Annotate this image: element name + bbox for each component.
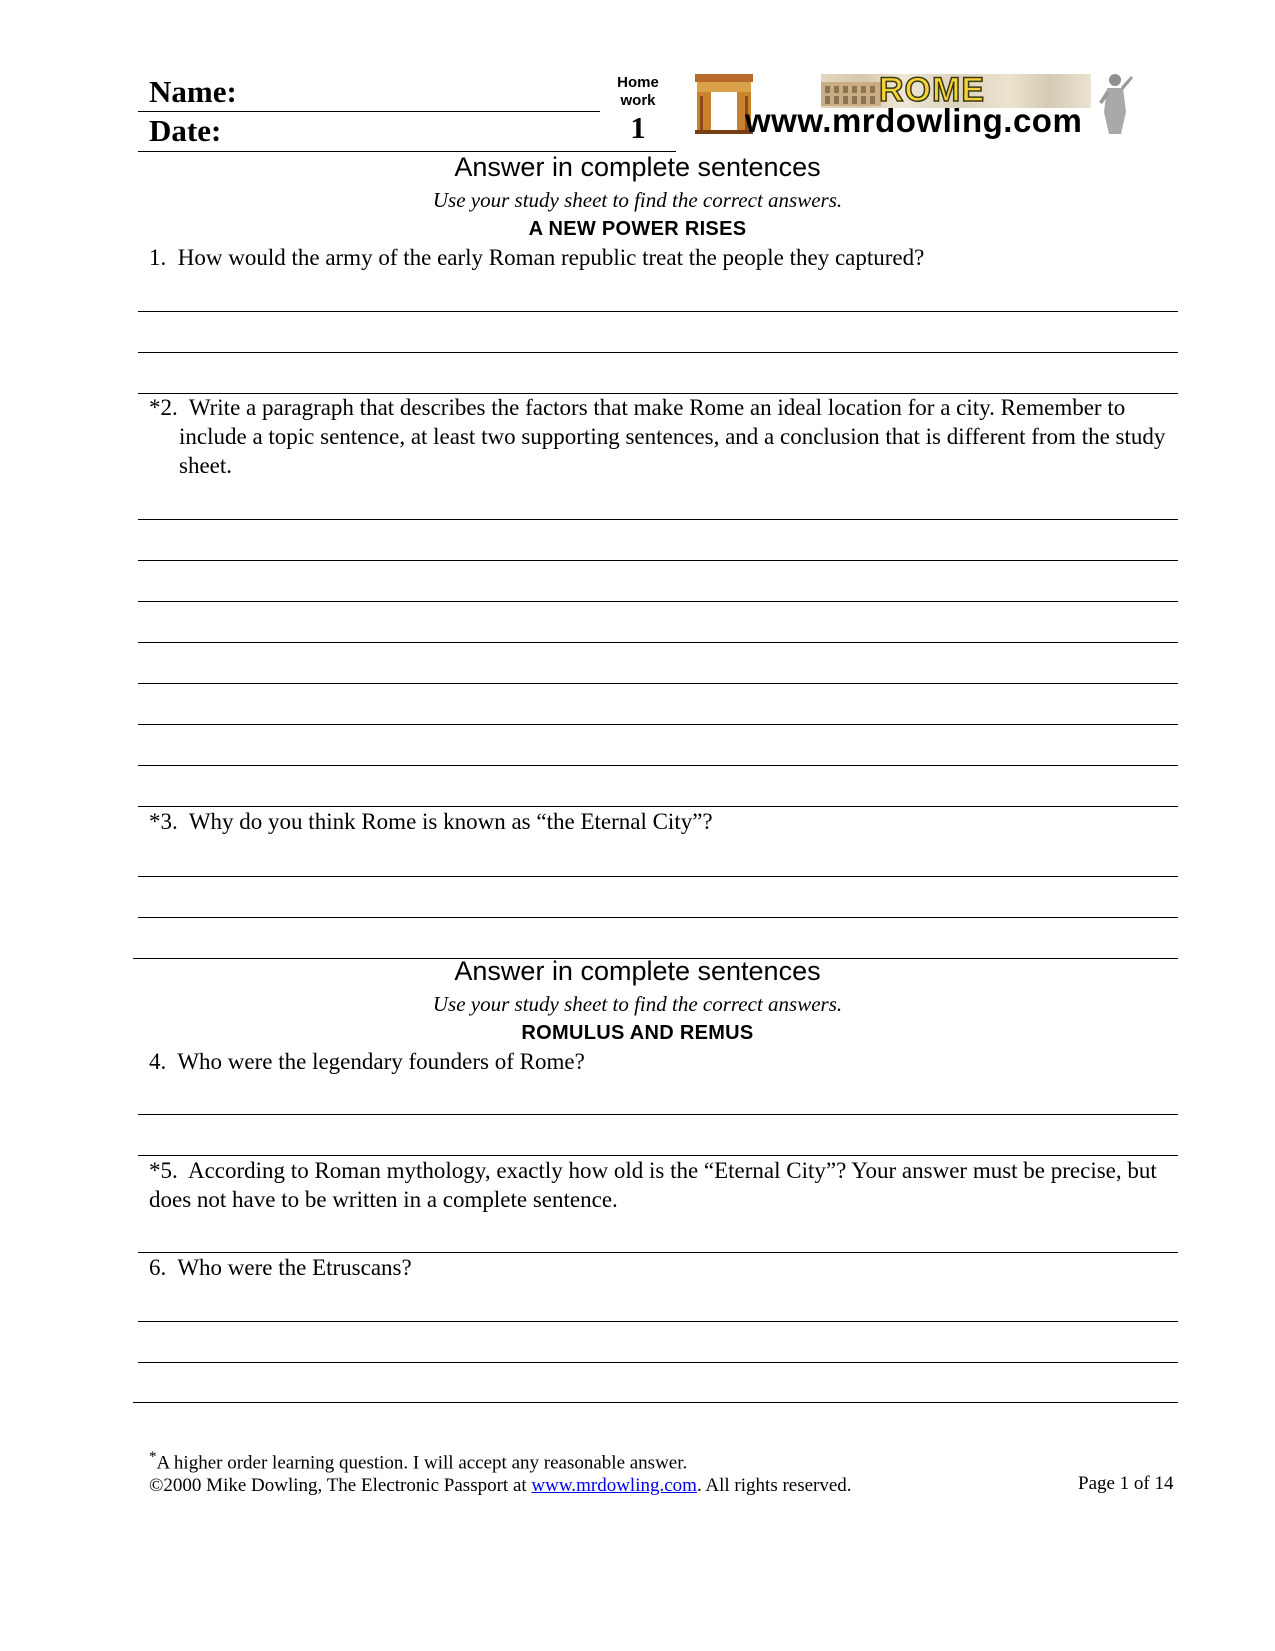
question-3-number: *3.: [149, 809, 178, 834]
answer-line[interactable]: [138, 724, 1178, 725]
answer-line[interactable]: [138, 601, 1178, 602]
question-5: [149, 1156, 1184, 1214]
footnote: [149, 1449, 687, 1474]
answer-line[interactable]: [138, 683, 1178, 684]
homework-badge: [603, 74, 673, 146]
footnote-text: A higher order learning question. I will accept any reasonable answer.: [156, 1452, 688, 1474]
question-5-number: *5.: [149, 1158, 178, 1183]
footnote-marker: *: [149, 1449, 157, 1465]
copyright-suffix: . All rights reserved.: [696, 1475, 852, 1496]
answer-line[interactable]: [138, 1114, 1178, 1115]
question-6: [149, 1253, 1184, 1282]
answer-line[interactable]: [138, 765, 1178, 766]
section1-title: A NEW POWER RISES: [528, 218, 747, 240]
question-4-text: Who were the legendary founders of Rome?: [177, 1049, 585, 1074]
copyright-link[interactable]: www.mrdowling.com: [531, 1475, 697, 1496]
question-1-text: How would the army of the early Roman republic treat the people they captured?: [177, 245, 925, 270]
question-4-number: 4.: [149, 1049, 167, 1074]
answer-line[interactable]: [138, 352, 1178, 353]
name-line[interactable]: [138, 111, 600, 112]
question-2-text: Write a paragraph that describes the factors that make Rome an ideal location for a city. Remember to include a topic sentence, at least two supporting sentences, and a conclusion that is different from the study sheet.: [179, 395, 1166, 478]
question-6-number: 6.: [149, 1255, 167, 1280]
statue-icon: [1095, 72, 1135, 136]
answer-line[interactable]: [138, 311, 1178, 312]
homework-number: 1: [630, 110, 646, 145]
question-3-text: Why do you think Rome is known as “the Eternal City”?: [188, 809, 713, 834]
answer-line[interactable]: [138, 1321, 1178, 1322]
section2-heading: Answer in complete sentences: [454, 956, 821, 986]
rome-logo: [693, 72, 1163, 140]
date-label: Date:: [149, 113, 222, 148]
question-3: [149, 807, 1184, 836]
question-2: [149, 393, 1184, 480]
page-indicator: Page 1 of 14: [1078, 1473, 1174, 1494]
copyright-prefix: ©2000 Mike Dowling, The Electronic Passport at: [149, 1475, 532, 1496]
answer-line[interactable]: [138, 642, 1178, 643]
answer-line[interactable]: [138, 560, 1178, 561]
answer-line[interactable]: [138, 917, 1178, 918]
question-2-number: *2.: [149, 395, 178, 420]
question-6-text: Who were the Etruscans?: [177, 1255, 412, 1280]
answer-line[interactable]: [138, 519, 1178, 520]
question-1: [149, 243, 1184, 272]
answer-line[interactable]: [138, 1362, 1178, 1363]
answer-line[interactable]: [138, 876, 1178, 877]
homework-label-line1: Home: [617, 74, 659, 91]
question-4: [149, 1047, 1184, 1076]
question-1-number: 1.: [149, 245, 167, 270]
rome-logo-title: ROME: [879, 71, 985, 109]
rome-logo-url: www.mrdowling.com: [745, 102, 1083, 139]
section1-subheading: Use your study sheet to find the correct answers.: [432, 188, 843, 212]
section1-heading: Answer in complete sentences: [454, 152, 821, 182]
answer-line[interactable]: [133, 1402, 1178, 1403]
name-label: Name:: [149, 74, 237, 109]
section2-subheading: Use your study sheet to find the correct answers.: [432, 992, 843, 1016]
section2-title: ROMULUS AND REMUS: [521, 1022, 754, 1044]
copyright: [149, 1475, 852, 1497]
question-5-text: According to Roman mythology, exactly how old is the “Eternal City”? Your answer must be precise, but does not have to be written in a complete sentence.: [149, 1158, 1157, 1212]
homework-label-line2: work: [620, 92, 656, 109]
